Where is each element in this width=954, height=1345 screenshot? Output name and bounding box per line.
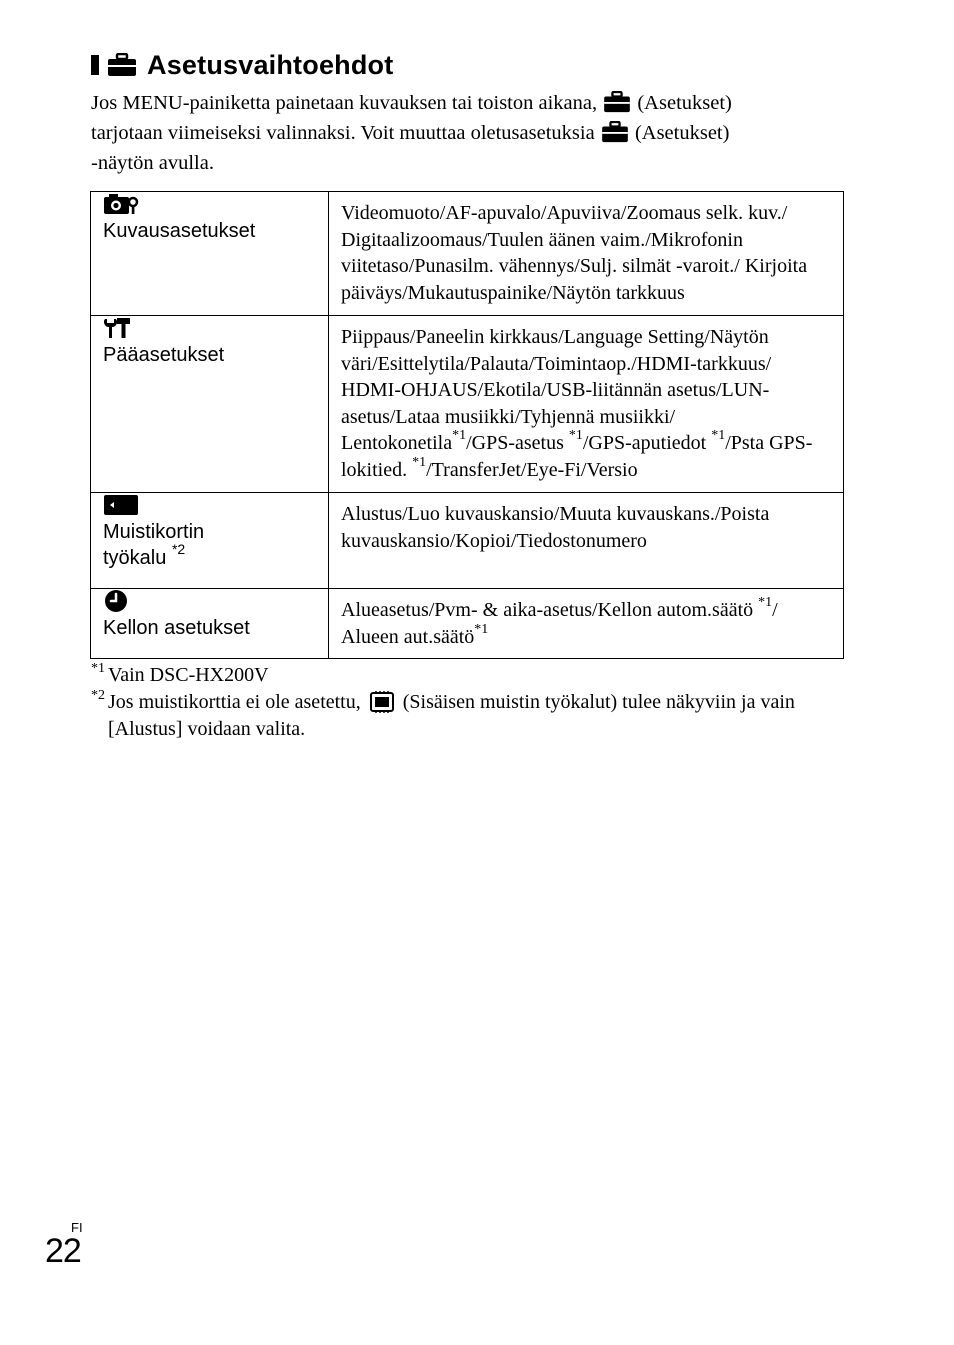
category-cell bbox=[91, 316, 329, 493]
table-row bbox=[91, 493, 844, 589]
category-label: Kuvausasetukset bbox=[103, 220, 256, 242]
options-text: / Alueen aut.säätö bbox=[341, 599, 778, 648]
category-label: Muistikortin bbox=[103, 521, 205, 543]
intro-text: (Asetukset) bbox=[632, 92, 732, 114]
category-cell bbox=[91, 192, 329, 316]
options-text: /GPS-asetus bbox=[466, 432, 569, 454]
toolbox-icon bbox=[600, 121, 630, 143]
intro-paragraph bbox=[91, 88, 851, 178]
options-cell bbox=[329, 493, 844, 589]
section-heading bbox=[91, 48, 393, 82]
footnote-1 bbox=[91, 662, 851, 689]
options-text: /TransferJet/Eye-Fi/Versio bbox=[426, 458, 638, 481]
footnote-text: Vain DSC-HX200V bbox=[108, 664, 269, 686]
footnote-text: (Sisäisen muistin työkalut) tulee näkyviin ja vain [Alustus] voidaan valita. bbox=[108, 691, 795, 740]
footnote-text: Jos muistikorttia ei ole asetettu, bbox=[108, 691, 366, 713]
intro-text: (Asetukset) bbox=[629, 122, 730, 144]
footnote-mark: *2 bbox=[91, 688, 105, 703]
options-cell bbox=[329, 192, 844, 316]
settings-table bbox=[90, 191, 844, 659]
options-text: /Psta GPS-lokitied. bbox=[341, 432, 813, 481]
intro-text: Jos MENU-painiketta painetaan kuvauksen tai toiston aikana, bbox=[91, 92, 603, 114]
toolbox-icon bbox=[602, 91, 632, 113]
category-label: Kellon asetukset bbox=[103, 617, 250, 639]
category-cell bbox=[91, 493, 329, 589]
page-language: FI bbox=[71, 1220, 83, 1235]
intro-text: -näytön avulla. bbox=[91, 152, 214, 174]
clock-icon bbox=[103, 589, 129, 613]
footnote-ref: *1 bbox=[711, 428, 726, 443]
table-row bbox=[91, 589, 844, 659]
footnote-mark: *1 bbox=[91, 661, 105, 676]
options-cell bbox=[329, 316, 844, 493]
heading-bar bbox=[91, 55, 99, 75]
options-text: Alustus/Luo kuvauskansio/Muuta kuvauskans./Poista kuvauskansio/Kopioi/Tiedostonumero bbox=[341, 503, 770, 552]
footnote-ref: *1 bbox=[452, 428, 467, 443]
footnote-ref: *1 bbox=[758, 595, 773, 610]
footnote-ref: *2 bbox=[171, 541, 186, 557]
toolbox-icon bbox=[107, 53, 137, 77]
options-text: Alueasetus/Pvm- & aika-asetus/Kellon autom.säätö bbox=[341, 599, 759, 621]
footnotes bbox=[91, 662, 851, 743]
section-title: Asetusvaihtoehdot bbox=[147, 49, 394, 80]
footnote-ref: *1 bbox=[474, 621, 489, 637]
table-row bbox=[91, 192, 844, 316]
options-text: /GPS-aputiedot bbox=[582, 432, 712, 454]
intro-text: tarjotaan viimeiseksi valinnaksi. Voit muuttaa oletusasetuksia bbox=[91, 122, 600, 144]
category-label: työkalu bbox=[103, 547, 172, 569]
options-cell bbox=[329, 589, 844, 659]
memory-card-icon bbox=[103, 493, 139, 517]
internal-memory-icon bbox=[368, 690, 396, 714]
footnote-ref: *1 bbox=[568, 428, 583, 443]
footnote-2 bbox=[91, 689, 851, 743]
footnote-ref: *1 bbox=[412, 454, 427, 470]
wrench-hammer-icon bbox=[103, 316, 133, 340]
table-row bbox=[91, 316, 844, 493]
options-text: Videomuoto/AF-apuvalo/Apuviiva/Zoomaus selk. kuv./ Digitaalizoomaus/Tuulen äänen vaim./Mikrofonin viitetaso/Punasilm. vähennys/Sulj. silmät -varoit./ Kirjoita päiväys/Mukautuspainike/Näytön tarkkuus bbox=[341, 202, 808, 304]
category-label: Pääasetukset bbox=[103, 344, 225, 366]
page-number: 22 bbox=[45, 1232, 81, 1270]
category-cell bbox=[91, 589, 329, 659]
options-text: Piippaus/Paneelin kirkkaus/Language Setting/Näytön väri/Esittelytila/Palauta/Toimintaop./HDMI-tarkkuus/ HDMI-OHJAUS/Ekotila/USB-liitännän asetus/LUN-asetus/Lataa musiikki/Tyhjennä musiikki/ Lentokonetila bbox=[341, 326, 772, 454]
camera-settings-icon bbox=[103, 192, 139, 216]
